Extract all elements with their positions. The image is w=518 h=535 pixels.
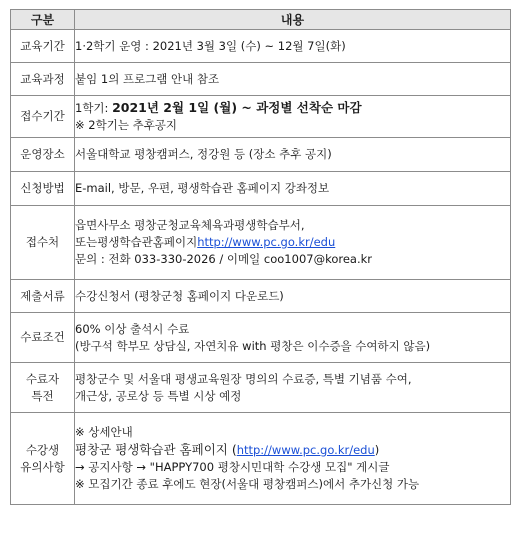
- row-period: [11, 30, 511, 63]
- row-course: [11, 63, 511, 96]
- value-benefits: [75, 363, 511, 413]
- value-venue: 서울대학교 평창캠퍼스, 정강원 등 (장소 추후 공지): [75, 138, 511, 172]
- row-completion: [11, 313, 511, 363]
- registration-prefix: 1학기:: [75, 101, 113, 115]
- label-course: 교육과정: [11, 63, 75, 96]
- row-venue: [11, 138, 511, 172]
- label-documents: 제출서류: [11, 280, 75, 313]
- label-notes-line2: 유의사항: [20, 459, 65, 474]
- office-contact: 문의 : 전화 033-330-2026 / 이메일 coo1007@korea.kr: [75, 252, 372, 266]
- notes-line4: ※ 모집기간 종료 후에도 현장(서울대 평창캠퍼스)에서 추가신청 가능: [75, 477, 420, 491]
- notes-homepage-prefix: 평창군 평생학습관 홈페이지 (: [75, 442, 237, 457]
- label-office: 접수처: [11, 206, 75, 280]
- label-registration: 접수기간: [11, 96, 75, 138]
- row-notes: [11, 413, 511, 505]
- notes-homepage-link[interactable]: http://www.pc.go.kr/edu: [236, 443, 375, 457]
- row-method: [11, 172, 511, 206]
- label-benefits-line2: 특전: [31, 388, 54, 403]
- row-documents: [11, 280, 511, 313]
- value-registration: [75, 96, 511, 138]
- registration-dates: 2021년 2월 1일 (월) ~ 과정별 선착순 마감: [112, 100, 362, 115]
- row-benefits: [11, 363, 511, 413]
- label-method: 신청방법: [11, 172, 75, 206]
- value-method: E-mail, 방문, 우편, 평생학습관 홈페이지 강좌정보: [75, 172, 511, 206]
- value-documents: 수강신청서 (평창군청 홈페이지 다운로드): [75, 280, 511, 313]
- value-period: 1·2학기 운영 : 2021년 3월 3일 (수) ~ 12월 7일(화): [75, 30, 511, 63]
- completion-line2: (방구석 학부모 상담실, 자연치유 with 평창은 이수증을 수여하지 않음): [75, 338, 431, 353]
- header-category: 구분: [11, 10, 75, 30]
- label-completion: 수료조건: [11, 313, 75, 363]
- notes-line3: → 공지사항 → "HAPPY700 평창시민대학 수강생 모집" 게시글: [75, 460, 390, 474]
- notes-line1: ※ 상세안내: [75, 425, 133, 439]
- row-registration: [11, 96, 511, 138]
- label-venue: 운영장소: [11, 138, 75, 172]
- completion-line1: 60% 이상 출석시 수료: [75, 321, 190, 336]
- label-notes-line1: 수강생: [25, 442, 60, 457]
- value-completion: [75, 313, 511, 363]
- label-notes: [11, 413, 75, 505]
- value-office: [75, 206, 511, 280]
- header-content: 내용: [75, 10, 511, 30]
- row-office: [11, 206, 511, 280]
- label-benefits: [11, 363, 75, 413]
- notes-line2: [75, 441, 510, 459]
- office-line1: 읍면사무소 평창군청교육체육과평생학습부서,: [75, 218, 305, 232]
- office-line2-prefix: 또는평생학습관홈페이지: [75, 235, 198, 249]
- table-header-row: [11, 10, 511, 30]
- notes-homepage-suffix: ): [374, 443, 380, 457]
- benefits-line1: 평창군수 및 서울대 평생교육원장 명의의 수료증, 특별 기념품 수여,: [75, 371, 412, 386]
- info-table: [10, 9, 511, 505]
- registration-note: ※ 2학기는 추후공지: [75, 118, 178, 132]
- label-benefits-line1: 수료자: [25, 371, 60, 386]
- office-line2: [75, 234, 510, 251]
- benefits-line2: 개근상, 공로상 등 특별 시상 예정: [75, 388, 242, 403]
- registration-line1: [75, 99, 510, 117]
- office-homepage-link[interactable]: http://www.pc.go.kr/edu: [197, 235, 336, 249]
- value-notes: [75, 413, 511, 505]
- value-course: 붙임 1의 프로그램 안내 참조: [75, 63, 511, 96]
- label-period: 교육기간: [11, 30, 75, 63]
